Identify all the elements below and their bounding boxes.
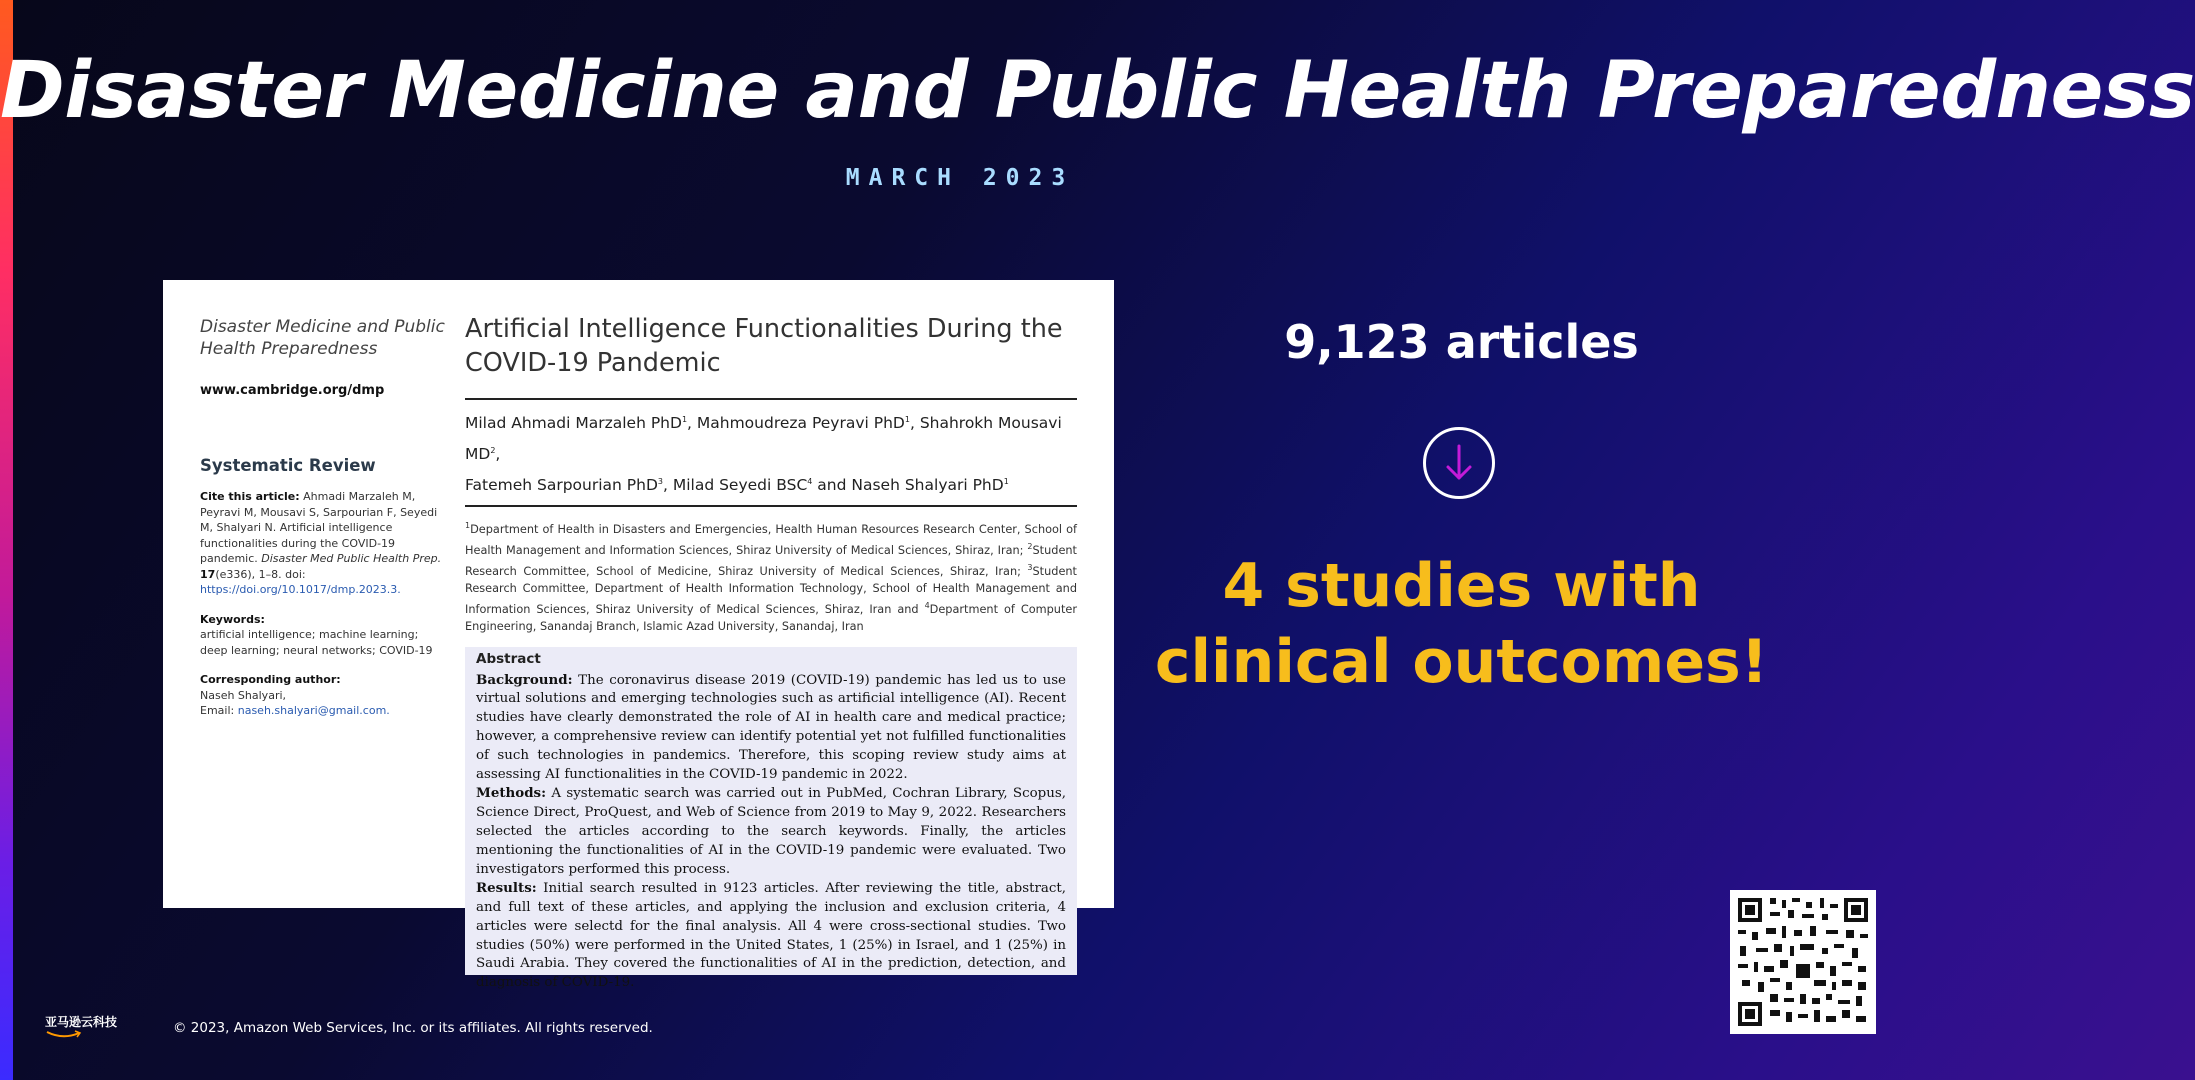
aws-china-logo: 亚马逊云科技 [45,1015,118,1029]
paper-screenshot [163,280,1114,991]
author-sep: , [687,414,697,433]
affiliation-sup: 2 [1027,542,1033,552]
affiliation-sup: 1 [465,521,471,531]
results-text: Initial search resulted in 9123 articles. After reviewing the title, abstract, and full text of these articles, and applying the inclusion and exclusion criteria, 4 articles were selectd for the final analysis. All 4 were cross-sectional studies. Two studies (50%) were performed in the United States, 1 (25%) in Israel, and 1 (25%) in Saudi Arabia. They covered the functionalities of AI in the prediction, detection, and diagnosis of COVID-19. [476,881,1066,991]
left-accent-bar [0,0,13,1080]
stat-studies [1130,548,1793,700]
author-sup: 3 [657,477,663,487]
abstract-background [476,671,1066,785]
background-label: Background: [476,671,573,688]
corresponding-author-block [200,672,445,719]
methods-text: A systematic search was carried out in PubMed, Cochran Library, Scopus, Science Direct, ProQuest, and Web of Science from 2019 to May 9, 2022. Researchers selected the articles according to the search keywords. Finally, the articles mentioning the functionalities of AI in the COVID-19 pandemic were evaluated. Two investigators performed this process. [476,786,1066,877]
journal-name: Disaster Medicine and Public Health Preparedness [200,317,445,359]
affiliations [465,517,1077,634]
corr-email-label: Email: [200,704,235,717]
author: Mahmoudreza Peyravi PhD [696,414,905,433]
cite-doi-link: https://doi.org/10.1017/dmp.2023.3. [200,583,401,596]
author-sep: and [812,476,852,495]
article-title: Artificial Intelligence Functionalities During the COVID-19 Pandemic [465,314,1063,378]
slide-date: MARCH 2023 [845,165,1075,191]
author: Fatemeh Sarpourian PhD [465,476,658,495]
abstract-box [465,647,1077,991]
affiliation-text: Student Research Committee, Department of Health Information Technology, School of Health Management and Information Sciences, Shiraz University of Medical Sciences, Shiraz, Iran and [465,564,1077,616]
cite-label: Cite this article: [200,490,300,503]
paper-main [465,312,1077,991]
abstract-title: Abstract [476,650,541,667]
keywords-block [200,612,445,659]
paper-sidebar [200,316,445,719]
author-sup: 4 [807,477,813,487]
corr-label: Corresponding author: [200,673,341,686]
affiliation-text: Department of Computer Engineering, Sanandaj Branch, Islamic Azad University, Sanandaj, Iran [465,602,1077,633]
cite-volume: 17 [200,567,216,581]
corr-name: Naseh Shalyari, [200,688,287,702]
stat-articles: 9,123 articles [1284,315,1639,369]
abstract-methods [476,784,1066,879]
results-label: Results: [476,880,537,897]
affiliation-text: Student Research Committee, School of Medicine, Shiraz University of Medical Sciences, Shiraz, Iran; [465,544,1077,578]
stat-studies-line2: clinical outcomes! [1154,627,1769,697]
methods-label: Methods: [476,785,547,802]
keywords-text: artificial intelligence; machine learning; deep learning; neural networks; COVID-19 [200,628,433,657]
keywords-label: Keywords: [200,612,265,626]
arrow-down-icon [1426,430,1492,496]
author-sup: 1 [1003,477,1009,487]
author-sup: 2 [490,446,496,456]
background-text: The coronavirus disease 2019 (COVID-19) pandemic has led us to use virtual solutions and emerging technologies such as artificial intelligence (AI). Recent studies have clearly demonstrated the role of AI in health care and medical practice; however, a comprehensive review can identify potential yet not fulfilled functionalities of such technologies in pandemics. Therefore, this scoping review study aims at assessing AI functionalities in the COVID-19 pandemic in 2022. [476,672,1066,782]
author-list [465,398,1077,507]
qr-code-graphic [1730,890,1876,1034]
author-sep: , [909,414,920,433]
author-sep: , [495,445,501,464]
citation-block [200,489,445,598]
footer-copyright: © 2023, Amazon Web Services, Inc. or its affiliates. All rights reserved. [173,1020,653,1036]
corr-email: naseh.shalyari@gmail.com. [237,704,390,717]
author: Naseh Shalyari PhD [851,476,1004,495]
affiliation-sup: 4 [924,600,930,610]
author: Milad Seyedi BSC [672,476,808,495]
author-sup: 1 [681,415,688,424]
slide-title: Disaster Medicine and Public Health Preparedness [0,46,2195,136]
abstract-results [476,879,1066,993]
affiliation-sup: 3 [1027,563,1033,572]
section-type: Systematic Review [200,456,376,475]
author-sup: 1 [904,415,910,424]
author: Shahrokh Mousavi MD [465,414,1062,464]
cite-journal: Disaster Med Public Health Prep. [261,552,442,565]
author-sep: , [662,476,673,495]
cite-text: Ahmadi Marzaleh M, Peyravi M, Mousavi S, Sarpourian F, Seyedi M, Shalyari N. Artificial intelligence functionalities during the COVID-19 pandemic. [200,490,438,565]
amazon-smile-icon [45,1030,85,1040]
author: Milad Ahmadi Marzaleh PhD [465,414,682,433]
stat-studies-line1: 4 studies with [1222,551,1701,621]
arrow-down-circle-icon [1423,427,1495,499]
affiliation-text: Department of Health in Disasters and Emergencies, Health Human Resources Research Center, School of Health Management and Information Sciences, Shiraz University of Medical Sciences, Shiraz, Iran; [465,523,1077,557]
journal-url: www.cambridge.org/dmp [200,383,385,398]
qr-code-icon [1730,890,1876,1034]
cite-pages: (e336), 1–8. doi: [215,567,306,581]
